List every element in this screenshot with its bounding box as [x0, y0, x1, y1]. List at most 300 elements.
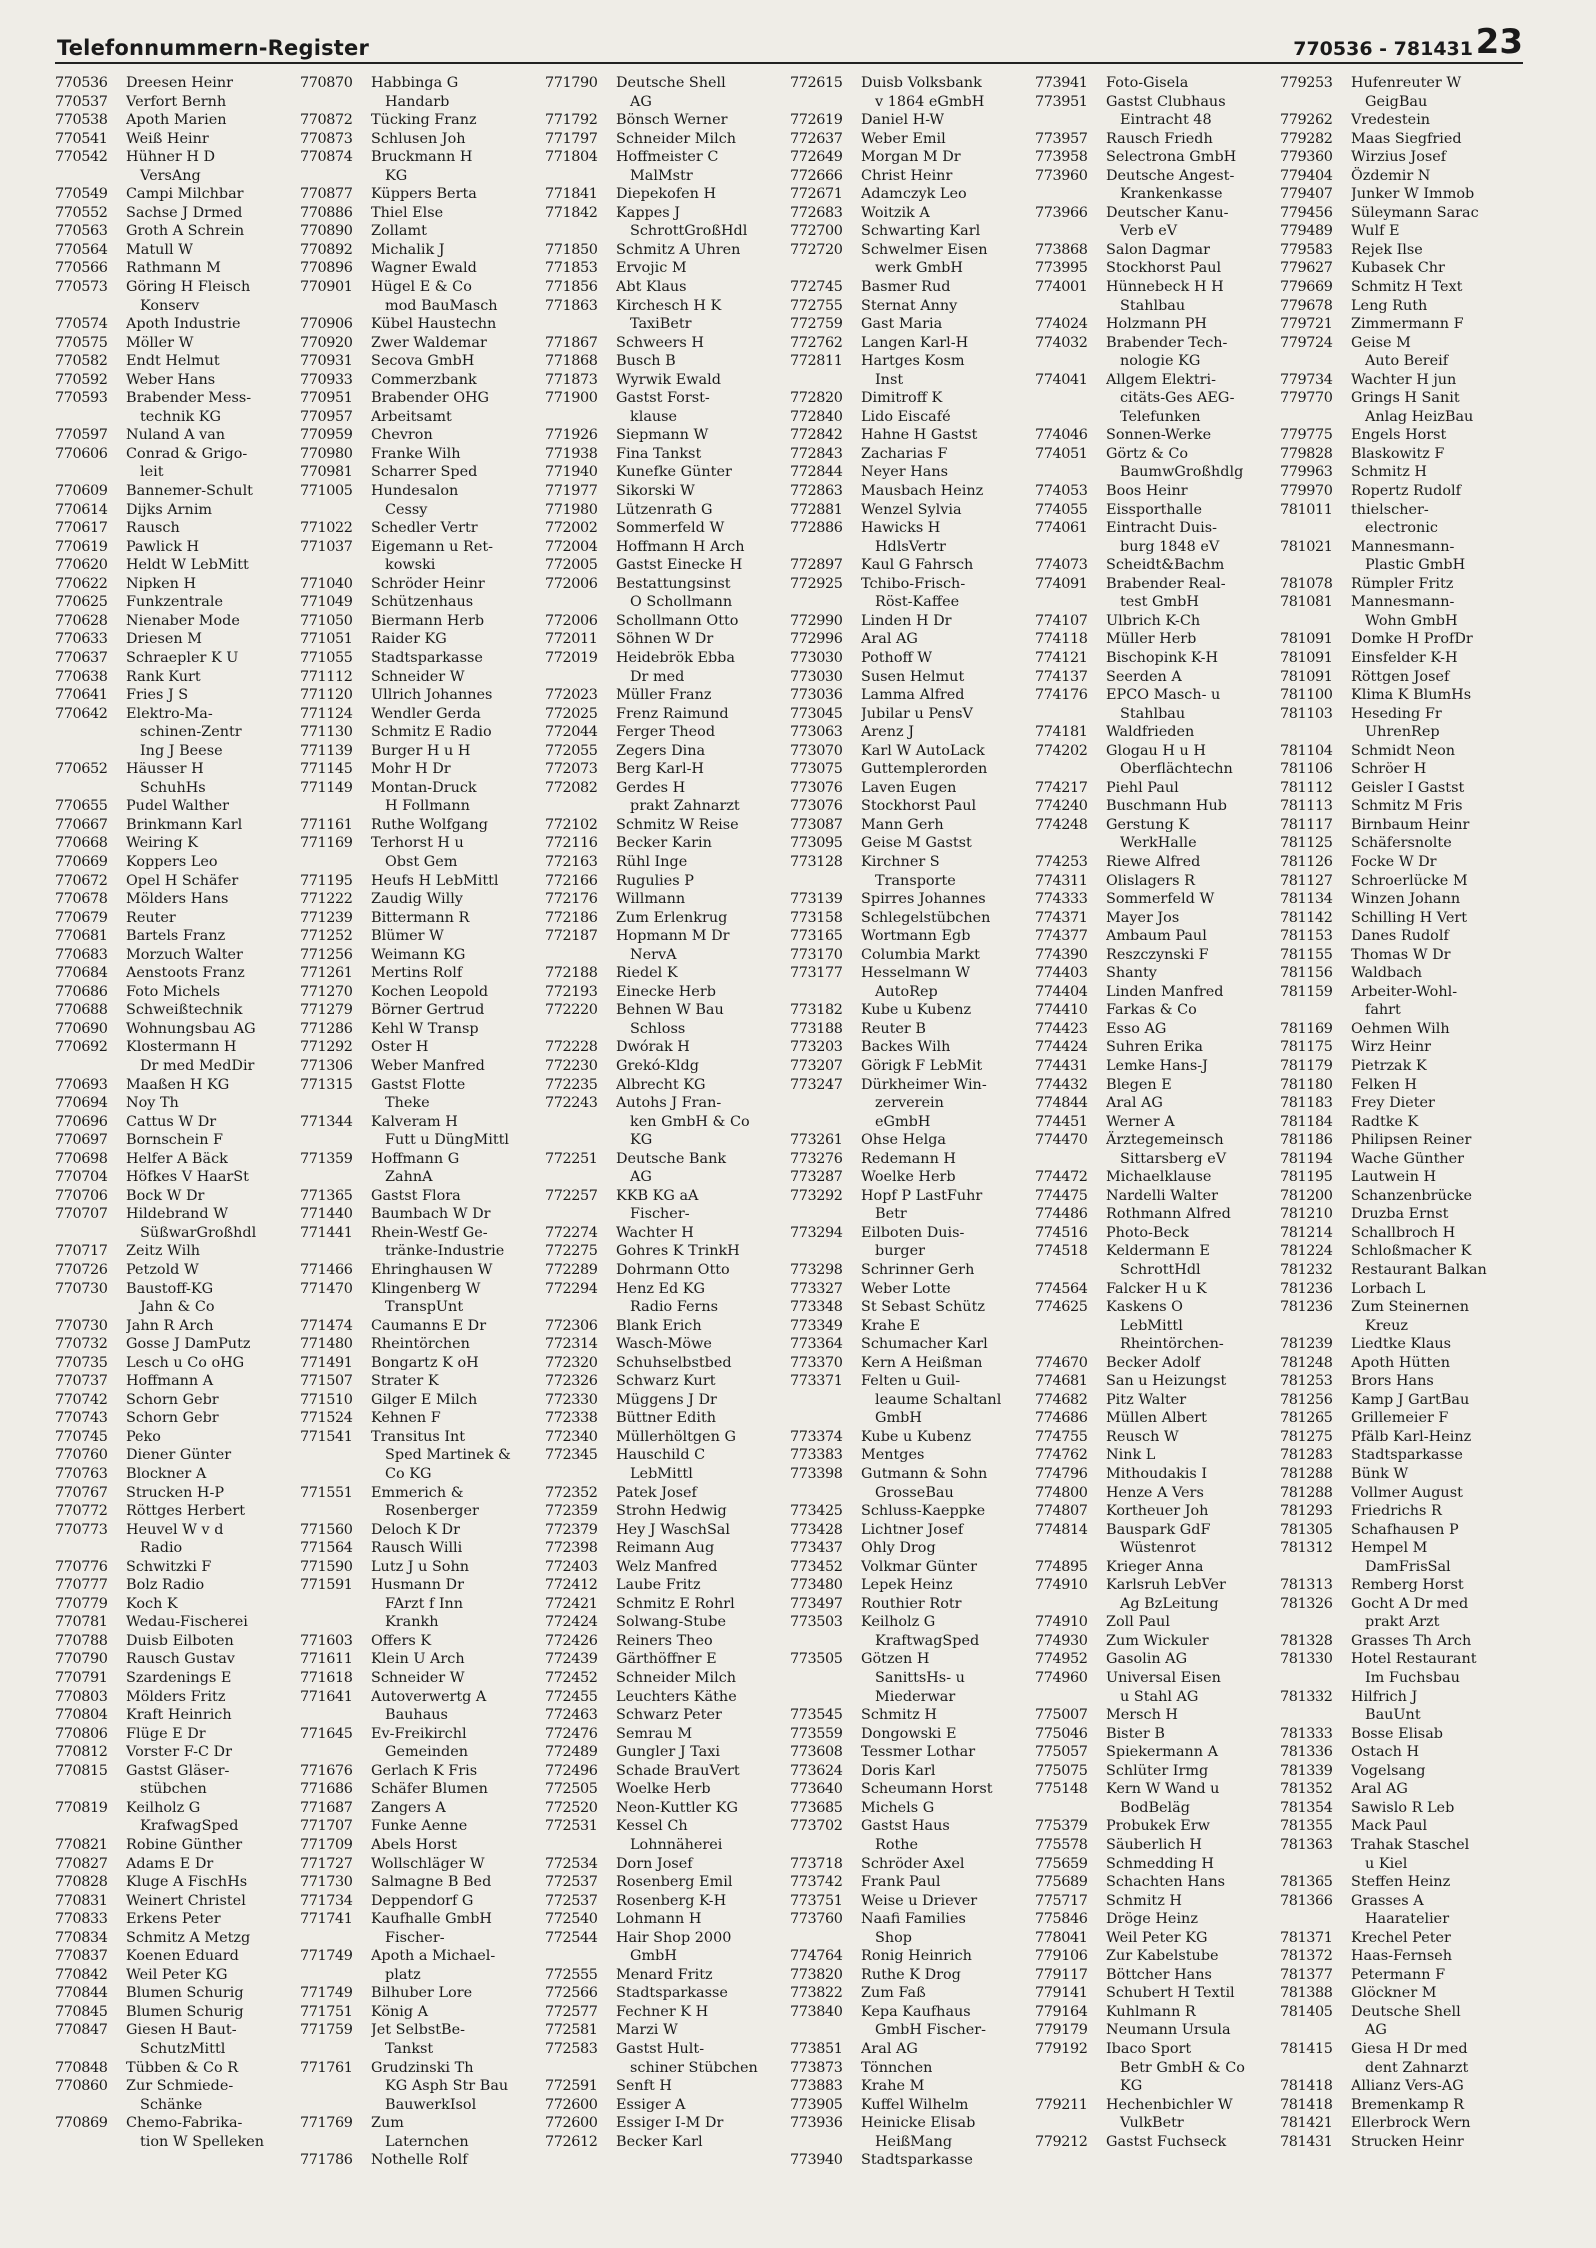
directory-entry: [790, 760, 1035, 779]
directory-entry: [1280, 74, 1525, 93]
phone-number: 779282: [1280, 130, 1333, 147]
subscriber-name: Kochen Leopold: [371, 983, 489, 1000]
subscriber-name: Schwelmer Eisen: [861, 241, 988, 258]
subscriber-name: Blockner A: [126, 1466, 207, 1483]
subscriber-name: Franke Wilh: [371, 445, 461, 462]
directory-entry: [1280, 1335, 1525, 1354]
subscriber-name: Sittarsberg eV: [1120, 1150, 1227, 1167]
directory-entry: [790, 1187, 1035, 1206]
subscriber-name: Probukek Erw: [1106, 1818, 1210, 1835]
entry-continuation: [1280, 93, 1525, 112]
directory-entry: [1035, 1187, 1280, 1206]
phone-number: 772925: [790, 575, 843, 592]
directory-entry: [545, 2114, 790, 2133]
directory-entry: [55, 389, 300, 408]
directory-entry: [790, 927, 1035, 946]
phone-number: 781336: [1280, 1744, 1333, 1761]
subscriber-name: tion W Spelleken: [140, 2133, 265, 2150]
subscriber-name: Ellerbrock Wern: [1351, 2115, 1471, 2132]
subscriber-name: Rausch: [126, 520, 180, 537]
subscriber-name: Vorster F-C Dr: [126, 1744, 232, 1761]
subscriber-name: Felten u Guil-: [861, 1373, 961, 1390]
subscriber-name: Heidebrök Ebba: [616, 649, 735, 666]
phone-number: 778041: [1035, 1929, 1088, 1946]
subscriber-name: Engels Horst: [1351, 427, 1447, 444]
directory-entry: [300, 668, 545, 687]
entry-continuation: [1280, 408, 1525, 427]
subscriber-name: Blumen Schurig: [126, 1985, 244, 2002]
phone-number: 772326: [545, 1373, 598, 1390]
subscriber-name: Gungler J Taxi: [616, 1744, 720, 1761]
subscriber-name: Klingenberg W: [371, 1280, 481, 1297]
phone-number: 770842: [55, 1966, 108, 1983]
subscriber-name: Aral AG: [861, 2040, 918, 2057]
subscriber-name: Pitz Walter: [1106, 1391, 1187, 1408]
phone-number: 781415: [1280, 2040, 1333, 2057]
subscriber-name: MalMstr: [630, 167, 693, 184]
subscriber-name: LebMittl: [630, 1466, 693, 1483]
phone-number: 773292: [790, 1187, 843, 1204]
subscriber-name: Mohr H Dr: [371, 761, 451, 778]
phone-number: 771145: [300, 761, 353, 778]
subscriber-name: NervA: [630, 946, 677, 963]
directory-entry: [545, 723, 790, 742]
subscriber-name: Göring H Fleisch: [126, 279, 251, 296]
subscriber-name: UhrenRep: [1365, 724, 1440, 741]
subscriber-name: Schmitz A Uhren: [616, 241, 741, 258]
directory-entry: [55, 1743, 300, 1762]
phone-number: 771603: [300, 1632, 353, 1649]
phone-number: 781330: [1280, 1651, 1333, 1668]
subscriber-name: Ullrich Johannes: [371, 687, 493, 704]
directory-entry: [790, 2114, 1035, 2133]
directory-entry: [1035, 1038, 1280, 1057]
phone-number: 772073: [545, 761, 598, 778]
directory-entry: [300, 185, 545, 204]
subscriber-name: Semrau M: [616, 1725, 693, 1742]
directory-entry: [545, 1966, 790, 1985]
directory-entry: [1280, 1725, 1525, 1744]
directory-entry: [790, 649, 1035, 668]
subscriber-name: Wagner Ewald: [371, 260, 477, 277]
subscriber-name: Redemann H: [861, 1150, 956, 1167]
phone-number: 770573: [55, 279, 108, 296]
phone-number: 775659: [1035, 1855, 1088, 1872]
directory-entry: [1280, 2096, 1525, 2115]
subscriber-name: Focke W Dr: [1351, 853, 1437, 870]
phone-number: 770641: [55, 687, 108, 704]
subscriber-name: burg 1848 eV: [1120, 538, 1220, 555]
subscriber-name: Sommerfeld W: [1106, 891, 1215, 908]
phone-number: [300, 1298, 371, 1317]
directory-entry: [55, 1094, 300, 1113]
entry-continuation: [55, 742, 300, 761]
phone-number: 779721: [1280, 316, 1333, 333]
phone-number: [300, 93, 371, 112]
subscriber-name: Klima K BlumHs: [1351, 687, 1472, 704]
phone-number: 781155: [1280, 946, 1333, 963]
phone-number: [55, 463, 126, 482]
phone-number: 770620: [55, 557, 108, 574]
directory-entry: [300, 1984, 545, 2003]
phone-number: 773030: [790, 668, 843, 685]
phone-number: 781134: [1280, 891, 1333, 908]
subscriber-name: Cessy: [385, 501, 428, 518]
subscriber-name: SchrottGroßHdl: [630, 223, 748, 240]
subscriber-name: Büttner Edith: [616, 1410, 717, 1427]
subscriber-name: Schloßmacher K: [1351, 1243, 1472, 1260]
subscriber-name: Grasses Th Arch: [1351, 1632, 1472, 1649]
directory-entry: [545, 2021, 790, 2040]
subscriber-name: Sped Martinek &: [385, 1447, 511, 1464]
subscriber-name: Siepmann W: [616, 427, 709, 444]
subscriber-name: Neyer Hans: [861, 464, 948, 481]
subscriber-name: Zacharias F: [861, 445, 948, 462]
directory-entry: [300, 742, 545, 761]
phone-number: 772314: [545, 1336, 598, 1353]
subscriber-name: Grings H Sanit: [1351, 390, 1460, 407]
phone-number: 771900: [545, 390, 598, 407]
phone-number: 770592: [55, 371, 108, 388]
directory-entry: [545, 853, 790, 872]
subscriber-name: Transporte: [875, 872, 956, 889]
phone-number: [300, 2096, 371, 2115]
phone-number: [790, 593, 861, 612]
subscriber-name: Aral AG: [1106, 1095, 1163, 1112]
subscriber-name: Driesen M: [126, 631, 203, 648]
directory-entry: [1280, 890, 1525, 909]
phone-number: 770931: [300, 353, 353, 370]
subscriber-name: Ronig Heinrich: [861, 1948, 972, 1965]
directory-entry: [1280, 445, 1525, 464]
directory-entry: [545, 1743, 790, 1762]
subscriber-name: Funke Aenne: [371, 1818, 468, 1835]
phone-number: 773966: [1035, 204, 1088, 221]
directory-entry: [55, 575, 300, 594]
phone-number: 773936: [790, 2115, 843, 2132]
subscriber-name: Pothoff W: [861, 649, 933, 666]
subscriber-name: Abels Horst: [371, 1836, 457, 1853]
subscriber-name: klause: [630, 408, 678, 425]
subscriber-name: Gemeinden: [385, 1744, 469, 1761]
subscriber-name: H Follmann: [385, 798, 470, 815]
phone-number: 781103: [1280, 705, 1333, 722]
directory-entry: [1280, 797, 1525, 816]
phone-number: 773261: [790, 1132, 843, 1149]
subscriber-name: AG: [630, 93, 652, 110]
phone-number: 772990: [790, 612, 843, 629]
subscriber-name: Stockhorst Paul: [861, 798, 977, 815]
phone-number: [1035, 705, 1106, 724]
entry-continuation: [1280, 612, 1525, 631]
directory-entry: [1280, 259, 1525, 278]
phone-number: 774371: [1035, 909, 1088, 926]
phone-number: [1035, 1539, 1106, 1558]
directory-entry: [545, 371, 790, 390]
subscriber-name: Wyrwik Ewald: [616, 371, 721, 388]
subscriber-name: DamFrisSal: [1365, 1558, 1451, 1575]
phone-number: 779828: [1280, 445, 1333, 462]
directory-entry: [55, 1391, 300, 1410]
phone-number: 774681: [1035, 1373, 1088, 1390]
phone-number: 770890: [300, 223, 353, 240]
phone-number: 779775: [1280, 427, 1333, 444]
phone-number: 772230: [545, 1057, 598, 1074]
directory-entry: [790, 1855, 1035, 1874]
subscriber-name: Schollmann Otto: [616, 612, 739, 629]
phone-number: 773170: [790, 946, 843, 963]
subscriber-name: Miederwar: [875, 1688, 956, 1705]
phone-number: 781232: [1280, 1262, 1333, 1278]
subscriber-name: Kube u Kubenz: [861, 1428, 972, 1445]
directory-entry: [1280, 130, 1525, 149]
phone-number: 770704: [55, 1169, 108, 1186]
directory-entry: [300, 1335, 545, 1354]
subscriber-name: HdlsVertr: [875, 538, 946, 555]
directory-entry: [1035, 816, 1280, 835]
subscriber-name: Michalik J: [371, 241, 445, 258]
entry-continuation: [1280, 556, 1525, 575]
subscriber-name: Hopmann M Dr: [616, 928, 730, 945]
subscriber-name: Hahne H Gastst: [861, 427, 978, 444]
phone-number: 774796: [1035, 1466, 1088, 1483]
directory-entry: [300, 241, 545, 260]
phone-number: 773287: [790, 1169, 843, 1186]
phone-number: 781113: [1280, 798, 1333, 815]
phone-number: 773437: [790, 1540, 843, 1557]
directory-entry: [55, 1335, 300, 1354]
phone-number: 770642: [55, 705, 108, 722]
subscriber-name: Volkmar Günter: [861, 1558, 977, 1575]
phone-number: 770541: [55, 130, 108, 147]
directory-entry: [1035, 1057, 1280, 1076]
directory-entry: [55, 222, 300, 241]
subscriber-name: thielscher-: [1351, 501, 1429, 518]
directory-entry: [1280, 371, 1525, 390]
directory-entry: [1035, 1465, 1280, 1484]
subscriber-name: AutoRep: [875, 983, 938, 1000]
directory-entry: [1280, 463, 1525, 482]
entry-continuation: [1035, 2114, 1280, 2133]
subscriber-name: Bornschein F: [126, 1132, 224, 1149]
phone-number: [300, 1743, 371, 1762]
entry-continuation: [790, 1836, 1035, 1855]
subscriber-name: Mithoudakis I: [1106, 1466, 1208, 1483]
subscriber-name: Koppers Leo: [126, 853, 218, 870]
phone-number: 771161: [300, 816, 353, 833]
subscriber-name: Nuland A van: [126, 427, 226, 444]
directory-entry: [1280, 2003, 1525, 2022]
subscriber-name: Hoffmann G: [371, 1150, 460, 1167]
directory-entry: [1035, 575, 1280, 594]
phone-number: [790, 2133, 861, 2152]
directory-entry: [545, 519, 790, 538]
entry-continuation: [545, 315, 790, 334]
subscriber-name: Sikorski W: [616, 483, 695, 500]
phone-number: [300, 1242, 371, 1261]
directory-entry: [1035, 1298, 1280, 1317]
directory-entry: [1280, 1521, 1525, 1540]
phone-number: [1280, 2021, 1351, 2040]
directory-entry: [55, 760, 300, 779]
directory-entry: [1035, 1354, 1280, 1373]
directory-entry: [300, 74, 545, 93]
phone-number: 773941: [1035, 75, 1088, 91]
phone-number: 772811: [790, 353, 843, 370]
directory-entry: [55, 334, 300, 353]
subscriber-name: Brabender OHG: [371, 390, 490, 407]
subscriber-name: Hartges Kosm: [861, 353, 965, 370]
phone-number: 771239: [300, 909, 353, 926]
directory-entry: [55, 1502, 300, 1521]
subscriber-name: Gastst Fuchseck: [1106, 2133, 1227, 2150]
subscriber-name: Tübben & Co R: [126, 2059, 239, 2076]
subscriber-name: SanittsHs- u: [875, 1670, 965, 1687]
subscriber-name: Piehl Paul: [1106, 779, 1179, 796]
subscriber-name: stübchen: [140, 1781, 207, 1798]
phone-number: [790, 1929, 861, 1948]
entry-continuation: [545, 946, 790, 965]
phone-number: 771051: [300, 631, 353, 648]
phone-number: [1280, 1669, 1351, 1688]
subscriber-name: Arenz J: [861, 724, 914, 741]
phone-number: [300, 297, 371, 316]
phone-number: 771618: [300, 1670, 353, 1687]
phone-number: 774176: [1035, 687, 1088, 704]
phone-number: 772338: [545, 1410, 598, 1427]
subscriber-name: Groth A Schrein: [126, 223, 245, 240]
subscriber-name: Rejek Ilse: [1351, 241, 1423, 258]
phone-number: 770564: [55, 241, 108, 258]
phone-number: 770622: [55, 575, 108, 592]
directory-entry: [545, 1725, 790, 1744]
subscriber-name: Marzi W: [616, 2022, 678, 2039]
phone-number: 774137: [1035, 668, 1088, 685]
directory-entry: [55, 1280, 300, 1299]
phone-number: [790, 1484, 861, 1503]
subscriber-name: Weil Peter KG: [1106, 1929, 1208, 1946]
directory-entry: [55, 1428, 300, 1447]
directory-entry: [1280, 204, 1525, 223]
subscriber-name: tränke-Industrie: [385, 1243, 505, 1260]
phone-number: 770619: [55, 538, 108, 555]
directory-entry: [790, 278, 1035, 297]
directory-entry: [790, 779, 1035, 798]
phone-number: 770791: [55, 1670, 108, 1687]
directory-entry: [1280, 1113, 1525, 1132]
phone-number: [1035, 2077, 1106, 2096]
phone-number: [545, 315, 616, 334]
phone-number: 773383: [790, 1447, 843, 1464]
subscriber-name: Birnbaum Heinr: [1351, 816, 1470, 833]
subscriber-name: Auto Bereif: [1365, 353, 1449, 370]
entry-continuation: [1035, 297, 1280, 316]
directory-entry: [300, 463, 545, 482]
directory-entry: [300, 946, 545, 965]
subscriber-name: Strohn Hedwig: [616, 1503, 727, 1520]
subscriber-name: Gocht A Dr med: [1351, 1595, 1469, 1612]
phone-number: 781372: [1280, 1948, 1333, 1965]
phone-number: 771761: [300, 2059, 353, 2076]
directory-entry: [300, 983, 545, 1002]
entry-continuation: [545, 1020, 790, 1039]
subscriber-name: Weber Emil: [861, 130, 946, 147]
phone-number: 781117: [1280, 816, 1333, 833]
directory-entry: [1280, 872, 1525, 891]
directory-entry: [300, 834, 545, 853]
subscriber-name: Danes Rudolf: [1351, 928, 1449, 945]
directory-entry: [55, 315, 300, 334]
directory-entry: [1035, 1113, 1280, 1132]
phone-number: 772897: [790, 557, 843, 574]
phone-number: 774807: [1035, 1503, 1088, 1520]
phone-number: 772544: [545, 1929, 598, 1946]
directory-entry: [1280, 668, 1525, 687]
subscriber-name: Rühl Inge: [616, 853, 688, 870]
phone-number: 774217: [1035, 779, 1088, 796]
directory-entry: [55, 1595, 300, 1614]
phone-number: 771256: [300, 946, 353, 963]
phone-number: 781377: [1280, 1966, 1333, 1983]
subscriber-name: Sonnen-Werke: [1106, 427, 1212, 444]
directory-entry: [1035, 1836, 1280, 1855]
directory-entry: [545, 1613, 790, 1632]
subscriber-name: Pietrzak K: [1351, 1057, 1427, 1074]
phone-number: 772463: [545, 1707, 598, 1724]
subscriber-name: Schanzenbrücke: [1351, 1187, 1473, 1204]
directory-entry: [790, 1817, 1035, 1836]
subscriber-name: Henz Ed KG: [616, 1280, 706, 1297]
directory-entry: [790, 742, 1035, 761]
directory-entry: [1280, 2077, 1525, 2096]
phone-number: 781180: [1280, 1076, 1333, 1093]
directory-entry: [790, 315, 1035, 334]
subscriber-name: Neumann Ursula: [1106, 2022, 1231, 2039]
directory-entry: [545, 742, 790, 761]
phone-number: 774431: [1035, 1057, 1088, 1074]
phone-number: [1035, 593, 1106, 612]
directory-entry: [1280, 1817, 1525, 1836]
directory-entry: [1280, 1168, 1525, 1187]
phone-number: 772426: [545, 1632, 598, 1649]
directory-entry: [300, 630, 545, 649]
subscriber-name: Secova GmbH: [371, 353, 475, 370]
directory-entry: [300, 352, 545, 371]
subscriber-name: Schorn Gebr: [126, 1410, 219, 1427]
register-columns: [55, 74, 1525, 2234]
phone-number: 772163: [545, 853, 598, 870]
subscriber-name: Hauschild C: [616, 1447, 706, 1464]
subscriber-name: Bister B: [1106, 1725, 1165, 1742]
subscriber-name: GmbH: [875, 1410, 922, 1427]
subscriber-name: Welz Manfred: [616, 1558, 718, 1575]
phone-number: 774423: [1035, 1020, 1088, 1037]
subscriber-name: Schlusen Joh: [371, 130, 466, 147]
phone-number: 779770: [1280, 390, 1333, 407]
directory-entry: [1280, 1984, 1525, 2003]
directory-entry: [1280, 111, 1525, 130]
subscriber-name: SchutzMittl: [140, 2040, 226, 2057]
subscriber-name: Leng Ruth: [1351, 297, 1428, 314]
entry-continuation: [55, 1057, 300, 1076]
directory-entry: [790, 1892, 1035, 1911]
phone-number: [1280, 1317, 1351, 1336]
phone-number: 770668: [55, 835, 108, 852]
phone-number: 770684: [55, 965, 108, 982]
subscriber-name: Frank Paul: [861, 1874, 941, 1891]
subscriber-name: Müggens J Dr: [616, 1391, 717, 1408]
subscriber-name: Steffen Heinz: [1351, 1874, 1451, 1891]
